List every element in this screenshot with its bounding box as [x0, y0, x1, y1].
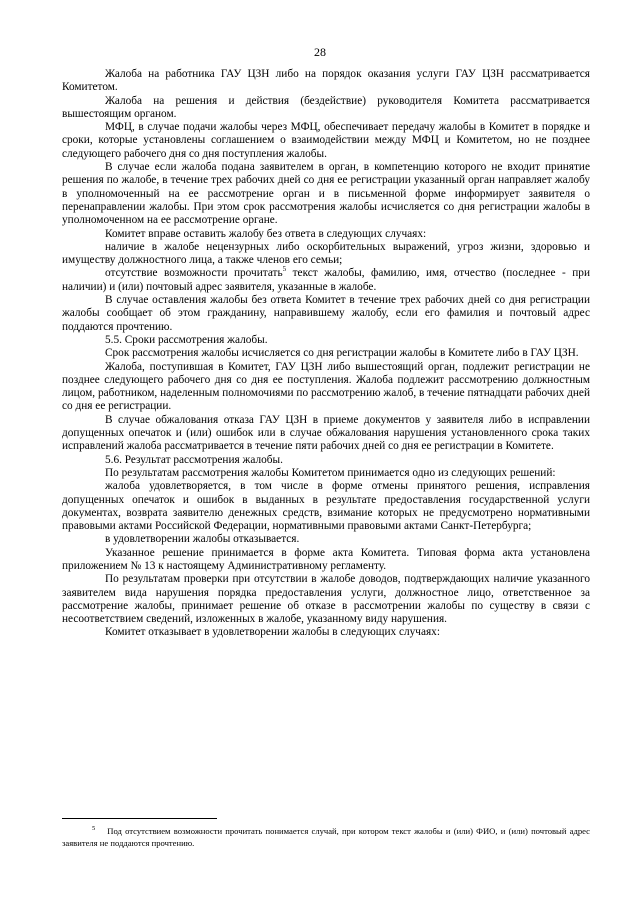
page-number: 28: [314, 45, 326, 59]
paragraph: наличие в жалобе нецензурных либо оскорбительных выражений, угроз жизни, здоровью и имуществу должностного лица, а также членов его семьи;: [62, 240, 590, 267]
section-heading: 5.6. Результат рассмотрения жалобы.: [105, 453, 283, 466]
footnote-mark: 5: [92, 825, 96, 833]
document-body: [62, 68, 590, 640]
paragraph: Жалоба на решения и действия (бездействие) руководителя Комитета рассматривается вышестоящим органом.: [62, 94, 590, 120]
paragraph: В случае оставления жалобы без ответа Комитет в течение трех рабочих дней со дня регистрации жалобы сообщает об этом гражданину, направившему жалобу, если его фамилия и почтовый адрес поддаются прочтению.: [62, 294, 590, 333]
paragraph-text: отсутствие возможности прочитать: [105, 267, 283, 280]
paragraph: Указанное решение принимается в форме акта Комитета. Типовая форма акта установлена приложением № 13 к настоящему Административному регламенту.: [62, 546, 590, 572]
footnote: [62, 826, 590, 849]
footnote-divider: [62, 818, 217, 819]
paragraph: в удовлетворении жалобы отказывается.: [105, 533, 300, 546]
footnote-reference: 5: [282, 264, 287, 273]
paragraph: МФЦ, в случае подачи жалобы через МФЦ, обеспечивает передачу жалобы в Комитет в порядке и сроки, которые установлены соглашением о взаимодействии между МФЦ и Комитетом, но не позднее следующего рабочего дня со дня поступления жалобы.: [62, 121, 590, 160]
section-heading: 5.5. Сроки рассмотрения жалобы.: [105, 333, 268, 346]
paragraph-with-footnote: [62, 264, 590, 294]
paragraph: Комитет вправе оставить жалобу без ответа в следующих случаях:: [105, 227, 427, 240]
paragraph: жалоба удовлетворяется, в том числе в форме отмены принятого решения, исправления допущенных опечаток и ошибок в выданных в результате предоставления государственной услуги документах, возврата заявителю денежных средств, взимание которых не предусмотрено нормативными правовыми актами Российской Федерации, нормативными правовыми актами Санкт-Петербурга;: [62, 480, 590, 533]
paragraph: Срок рассмотрения жалобы исчисляется со дня регистрации жалобы в Комитете либо в ГАУ ЦЗН.: [105, 347, 579, 360]
paragraph: По результатам проверки при отсутствии в жалобе доводов, подтверждающих наличие указанного заявителем вида нарушения порядка предоставления услуги, должностное лицо, ответственное за рассмотрение жалобы, принимает решение об отказе в рассмотрении жалобы по существу в связи с несоответствием сведений, изложенных в жалобе, указанному виду нарушения.: [62, 573, 590, 626]
paragraph: В случае если жалоба подана заявителем в орган, в компетенцию которого не входит принятие решения по жалобе, в течение трех рабочих дней со дня ее регистрации указанный орган направляет жалобу в уполномоченный на ее рассмотрение орган и в письменной форме информирует заявителя о перенаправлении жалобы. При этом срок рассмотрения жалобы исчисляется со дня регистрации жалобы в уполномоченном на ее рассмотрение органе.: [62, 161, 590, 227]
paragraph: В случае обжалования отказа ГАУ ЦЗН в приеме документов у заявителя либо в исправлении допущенных опечаток и (или) ошибок или в случае обжалования нарушения установленного срока таких исправлений жалоба рассматривается в течение пяти рабочих дней со дня ее регистрации в Комитете.: [62, 413, 590, 453]
paragraph: Жалоба на работника ГАУ ЦЗН либо на порядок оказания услуги ГАУ ЦЗН рассматривается Комитетом.: [62, 68, 590, 94]
paragraph: Жалоба, поступившая в Комитет, ГАУ ЦЗН либо вышестоящий орган, подлежит регистрации не позднее следующего рабочего дня со дня ее поступления. Жалоба подлежит рассмотрению должностным лицом, работником, наделенным полномочиями по рассмотрению жалоб, в течение пятнадцати рабочих дней со дня ее регистрации.: [62, 360, 590, 413]
footnote-text: Под отсутствием возможности прочитать понимается случай, при котором текст жалобы и (или) ФИО, и (или) почтовый адрес заявителя не поддаются прочтению.: [62, 826, 590, 848]
paragraph: По результатам рассмотрения жалобы Комитетом принимается одно из следующих решений:: [105, 466, 556, 479]
paragraph-text: текст жалобы, фамилию, имя, отчество (последнее - при наличии) и (или) почтовый адрес заявителя, указанные в жалобе.: [62, 267, 590, 293]
paragraph: Комитет отказывает в удовлетворении жалобы в следующих случаях:: [105, 626, 440, 639]
